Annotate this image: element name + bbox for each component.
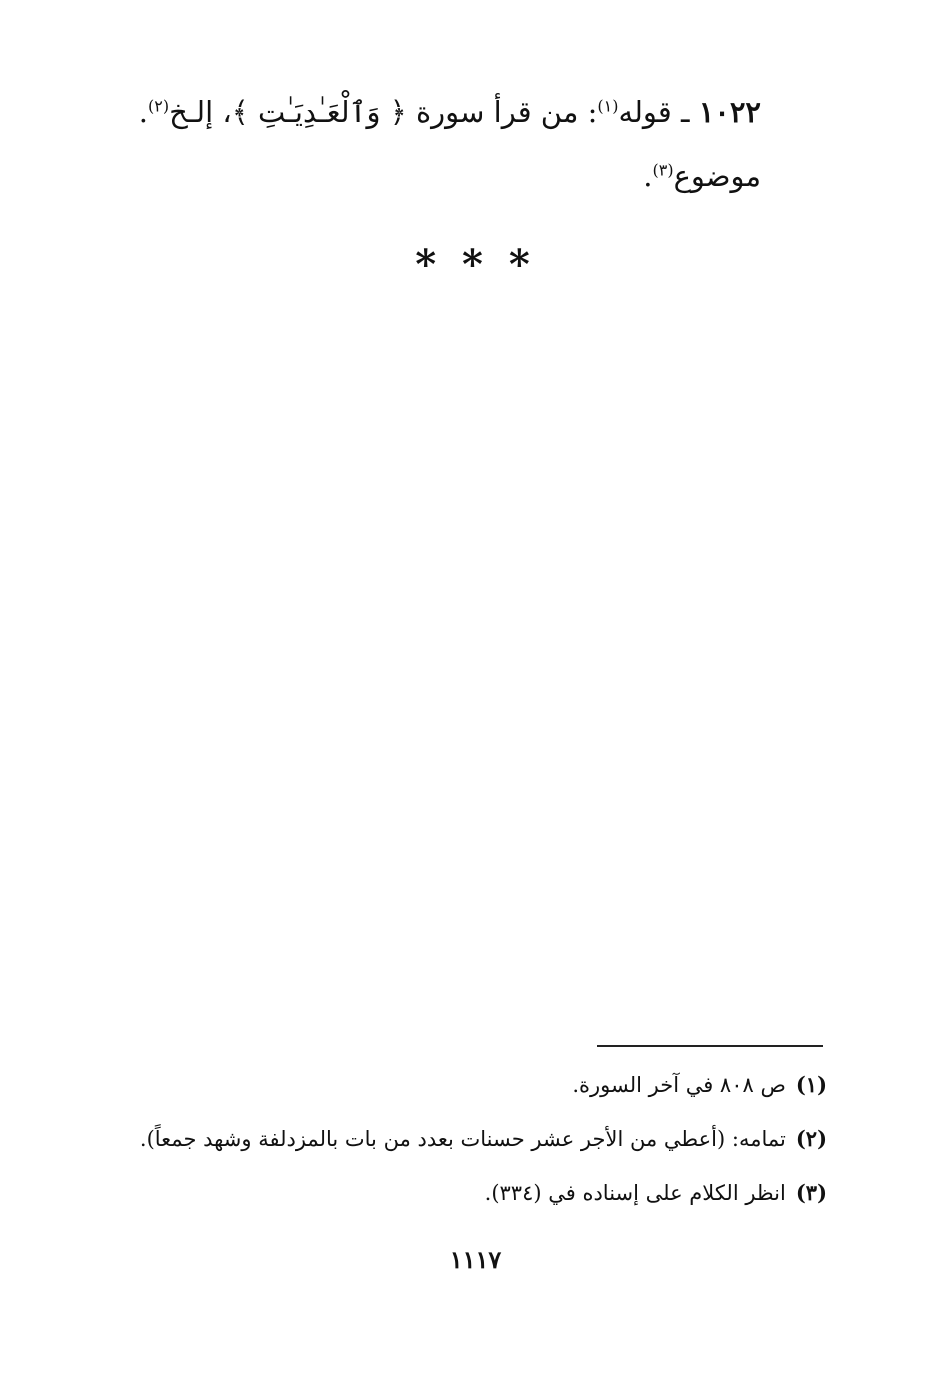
- footnote-ref-1: (١): [597, 96, 619, 116]
- footnote-item: [127, 1174, 827, 1228]
- footnote-number: (٢): [795, 1126, 827, 1151]
- footnote-item: [127, 1066, 827, 1120]
- footnotes: [127, 1066, 827, 1228]
- footnote-number: (٣): [795, 1180, 827, 1205]
- entry-text-mid: : من قرأ سورة ﴿ وَٱلْعَـٰدِيَـٰتِ ﴾، إلـخ: [169, 95, 598, 129]
- footnote-ref-3: (٣): [652, 160, 674, 180]
- entry-text-before: قوله: [618, 95, 672, 129]
- footnote-ref-2: (٢): [147, 96, 170, 116]
- footnote-text: تمامه: (أعطي من الأجر عشر حسنات بعدد من بات بالمزدلفة وشهد جمعاً).: [139, 1127, 786, 1151]
- footnote-item: [127, 1120, 827, 1174]
- entry-line-1: [138, 92, 761, 132]
- entry-line1-end: .: [138, 95, 148, 129]
- entry-number: ١٠٢٢: [698, 95, 761, 129]
- footnote-number: (١): [795, 1072, 827, 1097]
- entry-verdict: موضوع: [673, 159, 761, 193]
- page-number: ١١١٧: [449, 1245, 502, 1274]
- footnote-rule: [597, 1045, 823, 1047]
- footnote-text: انظر الكلام على إسناده في (٣٣٤).: [484, 1181, 786, 1205]
- entry-line-2: [141, 156, 761, 196]
- footnote-text: ص ٨٠٨ في آخر السورة.: [572, 1073, 786, 1097]
- section-separator: * * *: [415, 241, 536, 288]
- entry-line2-end: .: [643, 159, 653, 193]
- entry-dash: ـ: [671, 95, 699, 129]
